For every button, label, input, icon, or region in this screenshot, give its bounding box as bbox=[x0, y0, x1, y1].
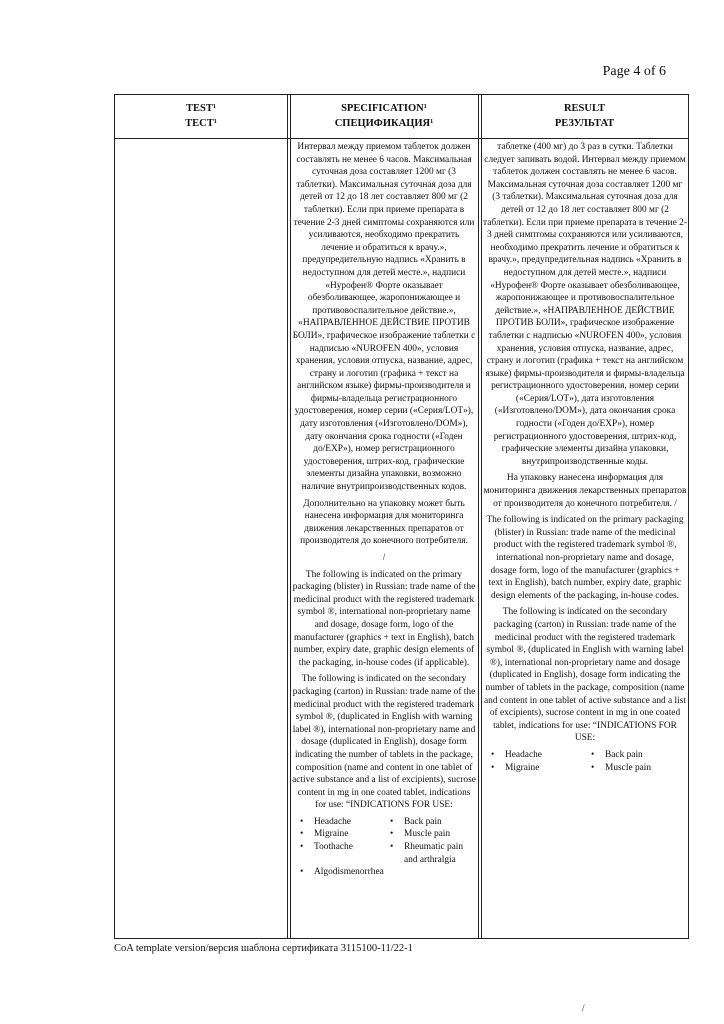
header-result-ru: РЕЗУЛЬТАТ bbox=[554, 118, 615, 129]
result-paragraph: таблетке (400 мг) до 3 раз в сутки. Таблетки следует запивать водой. Интервал между приемом таблеток должен составлять не менее 6 часов. Максимальная суточная доза составляет 1200 мг (3 таблетки). Максимальная суточная доза для детей от 12 до 18 лет составляет 800 мг (2 таблетки). Если при приеме препарата в течение 2-3 дней симптомы сохраняются или усиливаются, необходимо прекратить лечение и обратиться к врачу.», предупредительная надпись «Хранить в недоступном для детей месте.», надписи «Нурофен® Форте оказывает обезболивающее, жаропонижающее и противовоспалительное действие.», «НАПРАВЛЕННОЕ ДЕЙСТВИЕ ПРОТИВ БОЛИ», графическое изображение таблетки с надписью «NUROFEN 400», условия хранения, условия отпуска, название, адрес, страну и логотип (графика + текст на английском языке) фирмы-производителя и фирмы-владельца регистрационного удостоверения, номер серии («Серия/LOT»), дата изготовления («Изготовлено/DOM»), дата окончания срока годности («Годен до/EXP»), номер регистрационного удостоверения, штрих-код, графические элементы дизайна упаковки, внутрипроизводственные коды. bbox=[483, 142, 687, 467]
header-test bbox=[115, 101, 287, 131]
result-cell bbox=[483, 141, 687, 936]
spec-paragraph: Интервал между приемом таблеток должен составлять не менее 6 часов. Максимальная суточная доза составляет 1200 мг (3 таблетки). Максимальная суточная доза для детей от 12 до 18 лет составляет 800 мг (2 таблетки). Если при приеме препарата в течение 2-3 дней симптомы сохраняются или усиливаются, необходимо прекратить лечение и обратиться к врачу.», предупредительную надпись «Хранить в недоступном для детей месте.», надписи «Нурофен® Форте оказывает обезболивающее, жаропонижающее и противовоспалительное действие.», «НАПРАВЛЕННОЕ ДЕЙСТВИЕ ПРОТИВ БОЛИ», графическое изображение таблетки с надписью «NUROFEN 400», условия хранения, условия отпуска, название, адрес, страну и логотип (графика + текст на английском языке) фирмы-производителя и фирмы-владельца регистрационного удостоверения, номер серии («Серия/LOT»), дату изготовления («Изготовлено/DOM»), дату окончания срока годности («Годен до/EXP»), номер регистрационного удостоверения, штрих-код, графические элементы дизайна упаковки, возможно наличие внутрипроизводственных кодов. bbox=[292, 142, 476, 493]
header-result-en: RESULT bbox=[563, 103, 606, 114]
specification-cell bbox=[292, 141, 476, 936]
header-test-ru: ТЕСТ¹ bbox=[185, 118, 217, 129]
result-paragraph: The following is indicated on the secondary packaging (carton) in Russian: trade name of the medicinal product with the registered trademark symbol ®, (duplicated in English with warning label ®), international non-proprietary name and dosage (duplicated in English), dosage form indicating the number of tablets in the package, composition (name and content in one tablet of active substance and a list of excipients), sucrose content in mg in one coated tablet, indications for use: “INDICATIONS FOR USE: bbox=[483, 607, 687, 744]
page-number: Page 4 of 6 bbox=[602, 64, 666, 79]
list-item: • Algodismenorrhea bbox=[300, 866, 386, 879]
column-divider bbox=[478, 95, 479, 938]
list-item: • Muscle pain bbox=[591, 762, 687, 775]
result-indications-list bbox=[483, 749, 687, 774]
header-specification bbox=[290, 101, 478, 131]
spec-paragraph: The following is indicated on the primary packaging (blister) in Russian: trade name of the medicinal product with the registered trademark symbol ®, international non-proprietary name and dosage, dosage form, logo of the manufacturer (graphics + text in English), batch number, expiry date, graphic design elements of the packaging, in-house codes (if applicable). bbox=[292, 569, 476, 668]
footer-template-version: CoA template version/версия шаблона сертификата 3115100-11/22-1 bbox=[114, 943, 413, 954]
spec-paragraph: Дополнительно на упаковку может быть нанесена информация для мониторинга движения лекарственных препаратов от производителя до конечного потребителя. bbox=[300, 498, 468, 547]
result-paragraph: The following is indicated on the primary packaging (blister) in Russian: trade name of the medicinal product with the registered trademark symbol ®, international non-proprietary name and dosage, dosage form, logo of the manufacturer (graphics + text in English), batch number, expiry date, graphic design elements of the packaging, in-house codes. bbox=[486, 515, 684, 601]
list-item: • Headache bbox=[300, 816, 386, 829]
column-divider bbox=[481, 95, 482, 938]
list-item: • Migraine bbox=[300, 828, 386, 841]
header-spec-en: SPECIFICATION¹ bbox=[341, 103, 427, 114]
spec-slash: / bbox=[382, 553, 386, 563]
header-test-en: TEST¹ bbox=[186, 103, 216, 114]
list-item: • Toothache bbox=[300, 841, 386, 866]
header-divider bbox=[115, 138, 688, 139]
result-paragraph: На упаковку нанесена информация для мониторинга движения лекарственных препаратов от производителя до конечного потребителя. / bbox=[483, 473, 687, 509]
header-spec-ru: СПЕЦИФИКАЦИЯ¹ bbox=[334, 118, 434, 129]
list-item: • Back pain bbox=[591, 749, 687, 762]
list-item: • Rheumatic pain and arthralgia bbox=[390, 841, 476, 866]
column-divider bbox=[290, 95, 291, 938]
specification-table bbox=[114, 94, 689, 939]
list-item: • Migraine bbox=[491, 762, 587, 775]
header-result bbox=[481, 101, 688, 131]
list-item: • Muscle pain bbox=[390, 828, 476, 841]
list-item: • Back pain bbox=[390, 816, 476, 829]
column-divider bbox=[287, 95, 288, 938]
list-item: • Headache bbox=[491, 749, 587, 762]
corner-mark: / bbox=[582, 1003, 585, 1013]
spec-paragraph: The following is indicated on the secondary packaging (carton) in Russian: trade name of the medicinal product with the registered trademark symbol ®, (duplicated in English with warning label ®), international non-proprietary name and dosage (duplicated in English), dosage form indicating the number of tablets in the package, composition (name and content in one tablet of active substance and a list of excipients), sucrose content in mg in one coated tablet, indications for use: “INDICATIONS FOR USE: bbox=[292, 674, 476, 811]
spec-indications-list bbox=[292, 816, 476, 879]
